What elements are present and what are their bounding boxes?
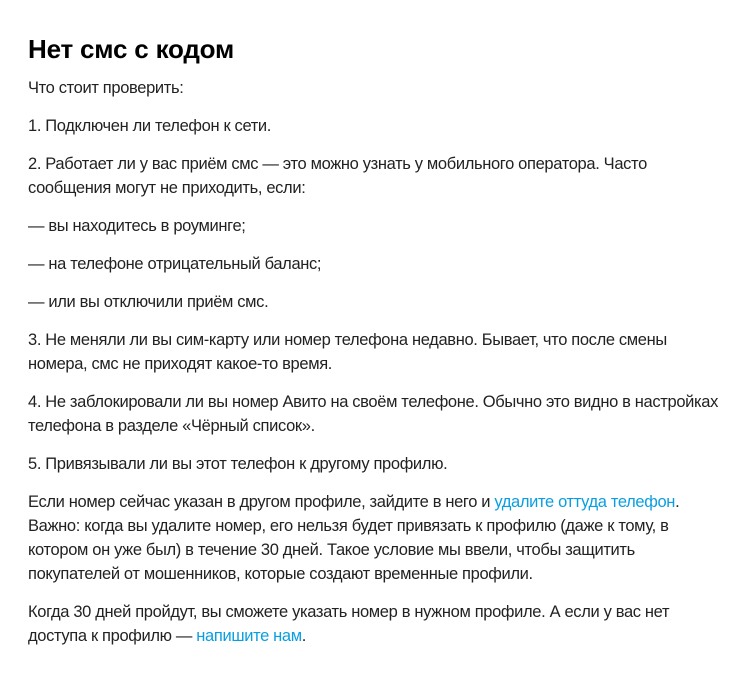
contact-paragraph bbox=[28, 600, 728, 648]
reason-bullet-roaming: — вы находитесь в роуминге; bbox=[28, 217, 246, 235]
contact-us-link[interactable]: напишите нам bbox=[196, 627, 302, 645]
check-item-2: 2. Работает ли у вас приём смс — это можно узнать у мобильного оператора. Часто сообщения могут не приходить, если: bbox=[28, 155, 647, 197]
paragraph-text: Когда 30 дней пройдут, вы сможете указать номер в нужном профиле. А если у вас нет доступа к профилю — bbox=[28, 603, 670, 645]
reason-bullet-balance: — на телефоне отрицательный баланс; bbox=[28, 255, 322, 273]
reason-bullet-disabled: — или вы отключили приём смс. bbox=[28, 293, 269, 311]
check-item-5: 5. Привязывали ли вы этот телефон к другому профилю. bbox=[28, 455, 448, 473]
check-item-1: 1. Подключен ли телефон к сети. bbox=[28, 117, 272, 135]
remove-phone-link[interactable]: удалите оттуда телефон bbox=[494, 493, 676, 511]
article-title: Нет смс с кодом bbox=[28, 34, 235, 64]
help-article bbox=[28, 30, 728, 648]
check-item-4: 4. Не заблокировали ли вы номер Авито на своём телефоне. Обычно это видно в настройках телефона в разделе «Чёрный список». bbox=[28, 393, 718, 435]
paragraph-text: Если номер сейчас указан в другом профиле, зайдите в него и bbox=[28, 493, 495, 511]
other-profile-paragraph bbox=[28, 490, 728, 586]
intro-text: Что стоит проверить: bbox=[28, 79, 184, 97]
paragraph-text: . Важно: когда вы удалите номер, его нельзя будет привязать к профилю (даже к тому, в котором он уже был) в течение 30 дней. Такое условие мы ввели, чтобы защитить покупателей от мошенников, которые создают временные профили. bbox=[28, 493, 680, 583]
paragraph-text: . bbox=[301, 627, 306, 645]
check-item-3: 3. Не меняли ли вы сим-карту или номер телефона недавно. Бывает, что после смены номера, смс не приходят какое-то время. bbox=[28, 331, 667, 373]
